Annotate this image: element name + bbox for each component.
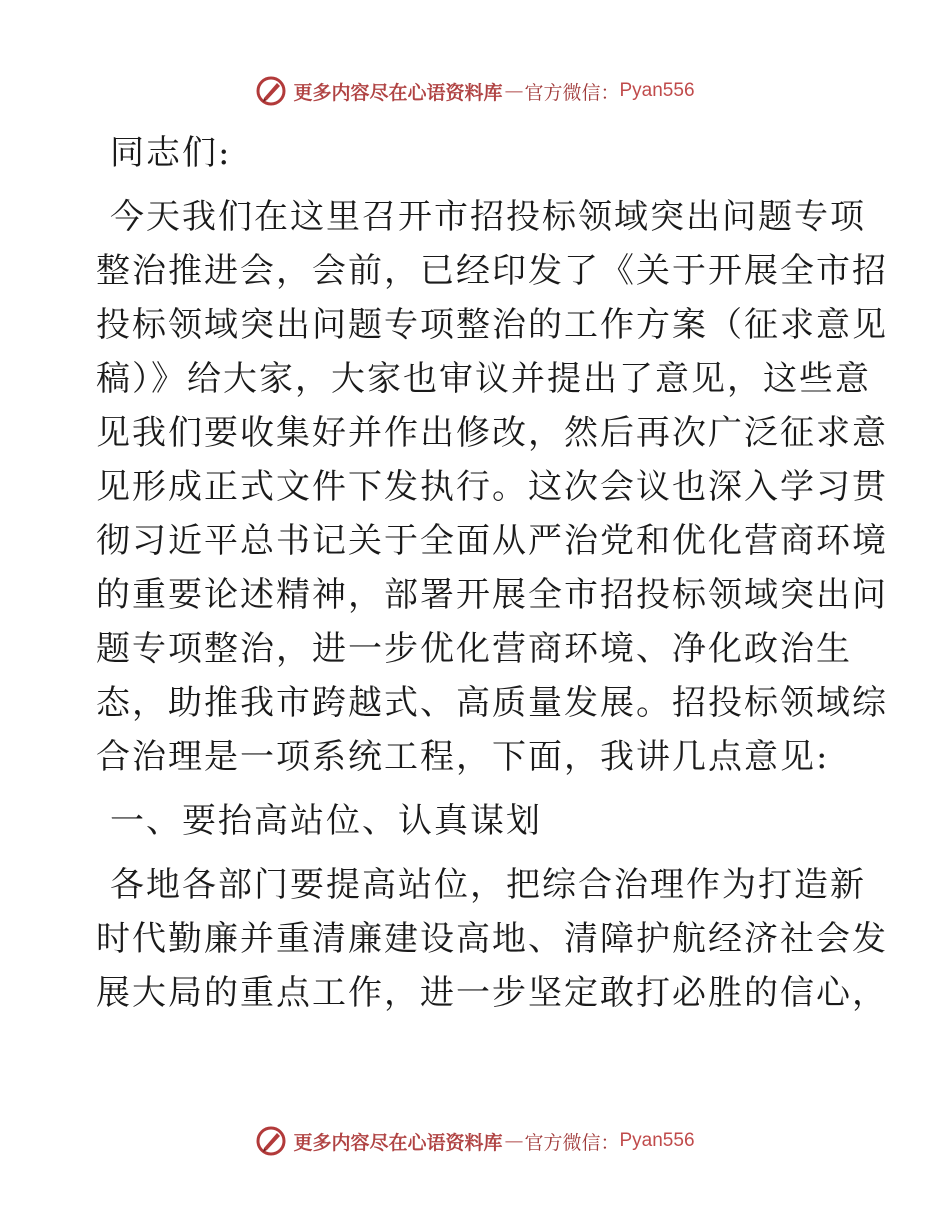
paragraph-1: [96, 190, 888, 784]
paragraph-line: 见形成正式文件下发执行。这次会议也深入学习贯: [96, 467, 888, 507]
paragraph-line: 今天我们在这里召开市招投标领域突出问题专项: [110, 197, 866, 237]
watermark-text: 更多内容尽在心语资料库: [293, 1131, 503, 1154]
watermark-label: 官方微信：: [524, 81, 620, 104]
watermark-account: Pyan556: [619, 80, 695, 101]
watermark-banner-top: [0, 71, 950, 111]
paragraph-line: 展大局的重点工作，进一步坚定敢打必胜的信心，: [96, 973, 888, 1013]
watermark-banner-bottom: [0, 1121, 950, 1161]
watermark-separator: —: [504, 80, 523, 102]
paragraph-line: 合治理是一项系统工程，下面，我讲几点意见:: [96, 737, 830, 777]
paragraph-line: 整治推进会，会前，已经印发了《关于开展全市招: [96, 251, 888, 291]
section-heading-1: 一、要抬高站位、认真谋划: [110, 801, 542, 841]
watermark-separator: —: [504, 1130, 523, 1152]
paragraph-2: [96, 858, 888, 1020]
paragraph-line: 时代勤廉并重清廉建设高地、清障护航经济社会发: [96, 919, 888, 959]
paragraph-line: 彻习近平总书记关于全面从严治党和优化营商环境: [96, 521, 888, 561]
paragraph-line: 稿）》给大家，大家也审议并提出了意见，这些意: [96, 359, 871, 399]
salutation: 同志们:: [110, 133, 232, 173]
red-pen-circle-logo: [255, 75, 287, 107]
watermark-account: Pyan556: [619, 1130, 695, 1151]
paragraph-line: 态，助推我市跨越式、高质量发展。招投标领域综: [96, 683, 888, 723]
document-body: [96, 126, 888, 1020]
paragraph-line: 题专项整治，进一步优化营商环境、净化政治生: [96, 629, 852, 669]
watermark-label: 官方微信：: [524, 1131, 620, 1154]
paragraph-line: 见我们要收集好并作出修改，然后再次广泛征求意: [96, 413, 888, 453]
watermark-text: 更多内容尽在心语资料库: [293, 81, 503, 104]
paragraph-line: 的重要论述精神，部署开展全市招投标领域突出问: [96, 575, 888, 615]
paragraph-line: 各地各部门要提高站位，把综合治理作为打造新: [110, 865, 866, 905]
red-pen-circle-logo: [255, 1125, 287, 1157]
paragraph-line: 投标领域突出问题专项整治的工作方案（征求意见: [96, 305, 888, 345]
